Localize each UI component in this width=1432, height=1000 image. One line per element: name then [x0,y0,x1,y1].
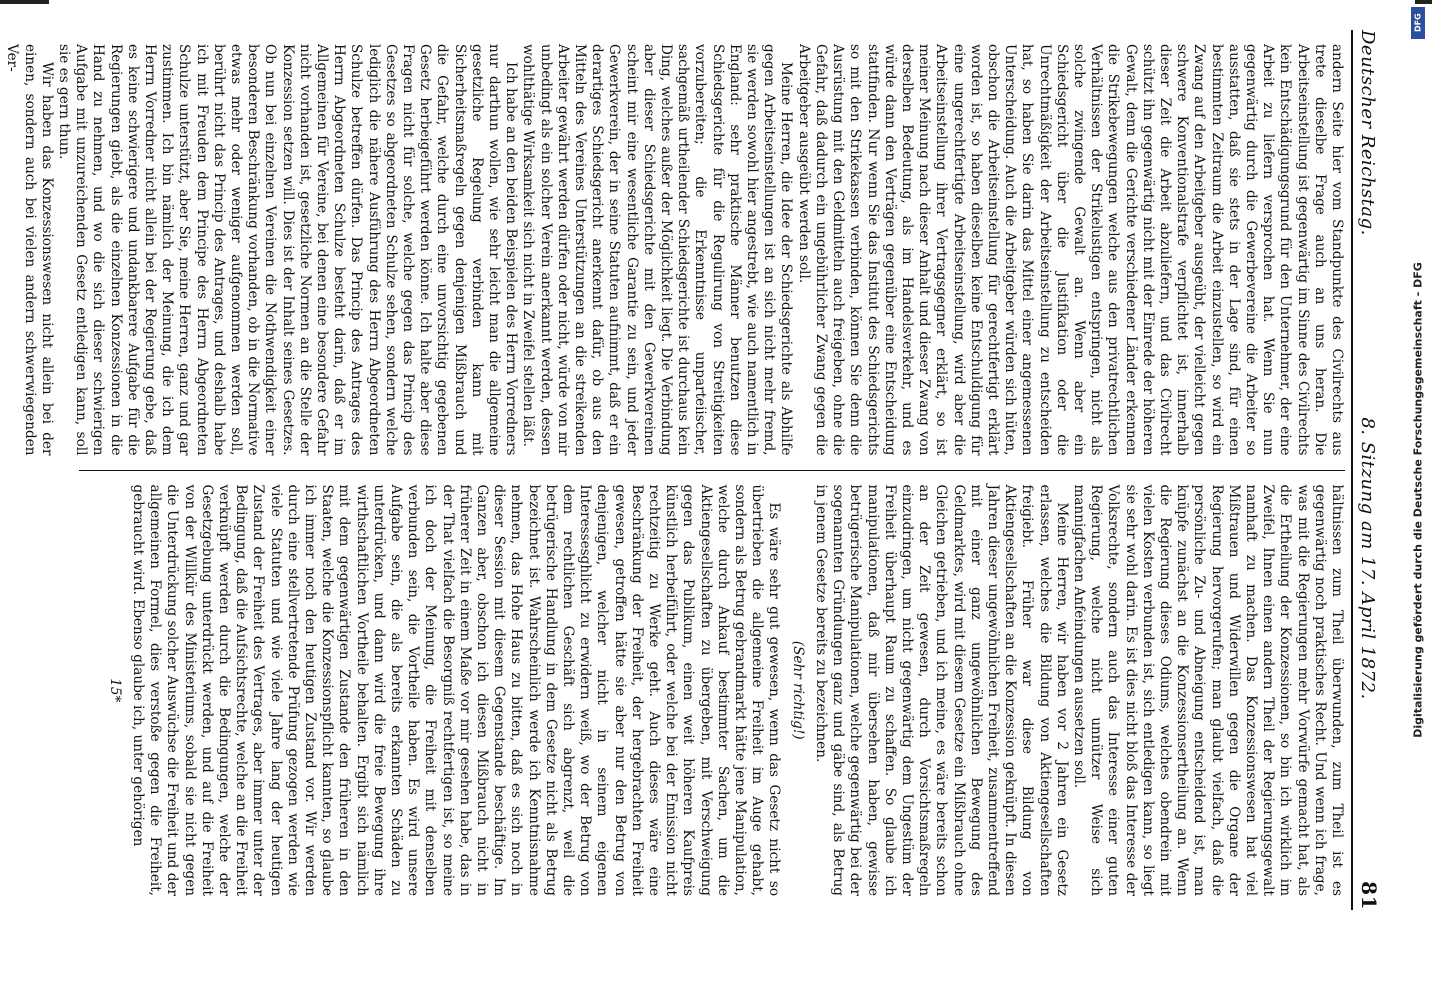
paragraph: Es wäre sehr gut gewesen, wenn das Gesetz nicht so übertrieben die allgemeine Freiheit im Auge gehabt, sondern als Betrug gebrandmarkt hätte jene Manipulation, welche durch Ankauf bestimmter Sachen, um die Aktiengesellschaften zu übergeben, mit Verschweigung gegen das Publikum, einen weit höheren Kaufpreis künstlich herbeiführt, oder welche bei der Emission nicht rechtzeitig zu Werke geht. Auch dieses wäre eine Beschränkung der Freiheit, der hergebrachten Freiheit gewesen, getroffen hätte sie aber nur den Betrug von denjenigen, welcher nicht in seinem eigenen Interessesghlicht zu erwidern weiß, wo der Betrug von dem rechtlichen Geschäft sich abgrenzt, weil die betrügerische Handlung in dem Gesetze nicht als Betrug bezeichnet ist. Wahrscheinlich werde ich Kenntnisnahme nehmen, das Hohe Haus zu bitten, daß es sich noch in dieser Session mit diesem Gegenstande beschäftige. Im Ganzen aber, obschon ich diesen Mißbrauch nicht in früherer Zeit in einem Maße vor mir gesehen habe, das in der That vielfach die Besorgniß rechtfertigen ist, so meine ich doch der Meinung, die Freiheit mit denselben verbunden sein, die Vortheile haben. Es wird unsere Aufgabe sein, die als bereits erkannten Schäden zu unterdrücken, und dann wird die freie Bewegung ihre wirthschaftlichen Vortheile behalten. Ergibt sich nämlich mit dem gegenwärtigen Zustande den früheren in den Staaten, welche die Konzessionspflicht kannten, so glaube ich immer noch den heutigen Zustand vor. Wir werden durch eine stellvertretende Prüfung gezogen werden wie viele Statuten und wie viele Jahre lang der heutigen Zustand der Freiheit des Vertrages, aber immer unter der Bedingung, daß die Aufsichtsrechte, welche an die Freiheit verknüpft werden durch die Bedingungen, welche der Gesetzgebung unterdrückt werden, und auf die Freiheit von der Willkür des Ministeriums, sobald sie nicht gegen die Unterdrückung solcher Auswüchse die Freiheit und der allgemeinen Formel, dies verstoße gegen die Freiheit, gebraucht wird. Ebenso glaube ich, unter gehörigen [129,484,783,896]
paragraph: andern Seite hier vom Standpunkte des Civilrechts aus trete dieselbe Frage auch an uns heran. Die Arbeitseinstellung ist gegenwärtig im Sinne des Civilrechts kein Entschädigungsgrund für den Unternehmer, der eine Arbeit zu liefern versprochen hat. Wenn Sie nun gegenwärtig durch die Gewerbevereine die Arbeiter so ausstatten, daß sie stets in der Lage sind, für einen bestimmten Zeitraum die Arbeit einzustellen, so wird ein Zwang auf den Arbeitgeber ausgeübt, der vielleicht gegen schwere Konventionalstrafe verpflichtet ist, innerhalb dieser Zeit die Arbeit abzuliefern, und das Civilrecht schützt ihn gegenwärtig nicht mit der Einrede der höheren Gewalt, denn die Gerichte verschiedener Länder erkennen die Strikebewegungen welche aus den privatrechtlichen Verhältnissen der Strikelustigen entspringen, nicht als solche zwingende Gewalt an. Wenn aber ein Schiedsgericht über die Justifikation oder die Unrechtmäßigkeit der Arbeitseinstellung zu entscheiden hat, so haben Sie darin das Mittel einer angemessenen Unterscheidung. Auch die Arbeitgeber würden sich hüten, obschon die Arbeitseinstellung für gerechtfertigt erklärt worden ist, so haben dieselben keine Entschuldigung für eine ungerechtfertigte Arbeitseinstellung, wird aber die Arbeitseinstellung ihrer Vertragsgegner erklärt, so ist meiner Meinung nach dieser Anhalt und dieser Zwang von derselben Bedeutung, als im Handelsverkehr, und es würde dann den Verträgen gegenüber eine Entscheidung stattfinden. Nur wenn Sie das Institut des Schiedsgerichts so mit den Strikekassen verbinden, können Sie denn die Ausrüstung mit den Geldmitteln auch freigeben, ohne die Gefahr, daß dadurch ein ungebührlicher Zwang gegen die Arbeitgeber ausgeübt werden soll. [795,44,1345,456]
paragraph: hältnissen zum Theil überwunden, zum Theil ist es gegenwärtig noch praktisches Recht. Und wenn ich frage, was mit die Regierungen mehr Vorwürfe gemacht hat, als die Ertheilung der Konzessionen, so bin ich wirklich im Zweifel, Ihnen einen andern Theil der Regierungsgewalt namhaft zu machen. Das Konzessionswesen hat viel Mißtrauen und Widerwillen gegen die Organe der Regierung hervorgerufen; man glaubt vielfach, daß die persönliche Zu- und Abneigung entscheidend ist, man knüpfe zunächst an die Konzessionsertheilung an. Wenn die Regierung dieses Odiums, welches obendrein mit vielen Kosten verbunden ist, sich entledigen kann, so liegt sie sehr wohl darin. Es ist dies nicht bloß das Interesse der Volksrechte, sondern auch das Interesse einer guten Regierung, welche nicht unnützer Weise sich mannigfachen Anfeindungen aussetzen soll. [1070,484,1345,896]
dfg-logo: DFG [1411,7,1425,39]
right-column [79,471,1345,911]
page-header [1357,30,1397,910]
paragraph: Meine Herren, wir haben vor 2 Jahren ein Gesetz erlassen, welches die Bildung von Aktiengesellschaften freigiebt. Früher war diese Bildung von Aktiengesellschaften an die Konzession geknüpft. In diesen Jahren dieser ungewöhnlichen Freiheit, zusammentreffend mit einer ganz ungewöhnlichen Bewegung des Geldmarktes, wird mit diesem Gesetze ein Mißbrauch ohne Gleichen getrieben, und ich meine, es wäre bereits schon an der Zeit gewesen, durch Vorsichtsmaßregeln einzudringen, um nicht gegenwärtig dem Ungestüm der Freiheit überhaupt Raum zu schaffen. So glaube ich manipulationen, daß mir übersehen haben, gewisse betrügerische Manipulationen, welche gegenwärtig bei der sogenannten Gründungen ganz und gäbe sind, als Betrug in jenem Gesetze bereits zu bezeichnen. [812,484,1070,896]
interjection: (Sehr richtig!) [789,640,806,740]
paragraph: Meine Herren, die Idee der Schiedsgerichte als Abhilfe gegen Arbeitseinstellungen ist an sich nicht mehr fremd, sie werden sowohl hier angestrebt, wie auch namentlich in England: sehr praktische Männer benutzen diese Schiedsgerichte für die Regulirung von Streitigkeiten vorzubereiten; die Erkenntnisse unparteiischer, sachgemäß urtheilender Schiedsgerichte ist durchaus kein Ding, welches außer der Möglichkeit liegt. Die Verbindung aber dieser Schiedsgerichte mit den Gewerkvereinen scheint mir eine wesentliche Garantie zu sein, und jeder Gewerkverein, der in seine Statuten aufnimmt, daß er ein derartiges Schiedsgericht anerkennt dafür, ob aus den Mitteln des Vereines Unterstützungen an die streikenden Arbeiter gewährt werden dürfen oder nicht, würde von mir unbedingt als ein solcher Verein anerkannt werden, dessen wohlthätige Wirksamkeit sich nicht in Zweifel stellen läßt. [520,44,795,456]
digitisation-notice: Digitalisierung gefördert durch die Deutsche Forschungsgemeinschaft - DFG [1411,262,1425,738]
text-columns [4,30,1345,910]
paragraph: Wir haben das Konzessionswesen nicht allein bei der einen, sondern auch bei vielen andern schwerwiegenden Ver- [4,44,55,456]
paragraph: Ich habe an den beiden Beispielen des Herrn Vorredners nur darthun wollen, wie sehr leicht man die allgemeine gesetzliche Regelung verbinden kann mit Sicherheitsmaßregeln gegen denjenigen Mißbrauch und die Gefahr, welche durch eine unvorsichtig gegebenen Gesetz herbeigeführt werden könne. Ich halte aber diese Fragen nicht für solche, welche gegen das Princip des Gesetzes so abgeordneten Schulze sehen, sondern welche lediglich die nähere Ausführung des Herrn Abgeordneten Schulze betreffen dürfen. Das Princip des Antrages des Herrn Abgeordneten Schulze besteht darin, daß er im Allgemeinen für Vereine, bei denen eine besondere Gefahr nicht vorhanden ist, gesetzliche Normen an die Stelle der Konzession setzen will. Dies ist der Inhalt seines Gesetzes. Ob nun bei einzelnen Vereinen die Nothwendigkeit einer besonderen Beschränkung vorhanden, ob in die Normative etwas mehr oder weniger aufgenommen werden soll, berührt nicht das Princip des Antrages, und deshalb habe ich mit Freuden dem Principe des Herrn Abgeordneten Schulze unterstützt, aber Sie, meine Herren, ganz und gar zustimmen. Ich bin nämlich der Meinung, die ich dem Herrn Vorredner nicht allein bei der Regierung gebe, daß es keine schwierigere und undankbarere Aufgabe für die Regierungen giebt, als die einzelnen Konzessionen in die Hand zu nehmen, und wo die sich dieser schwierigen Aufgabe mit unzureichenden Gesetz entledigen kann, soll sie es gern thun. [55,44,520,456]
newspaper-page [4,0,1415,950]
header-rule [1351,30,1353,910]
footer-signature: 15* [106,678,123,703]
page-number: 81 [1357,881,1381,910]
session-date: 8. Sitzung am 17. April 1872. [1357,417,1378,700]
left-column [4,30,1345,470]
publication-title: Deutscher Reichstag. [1357,30,1378,236]
